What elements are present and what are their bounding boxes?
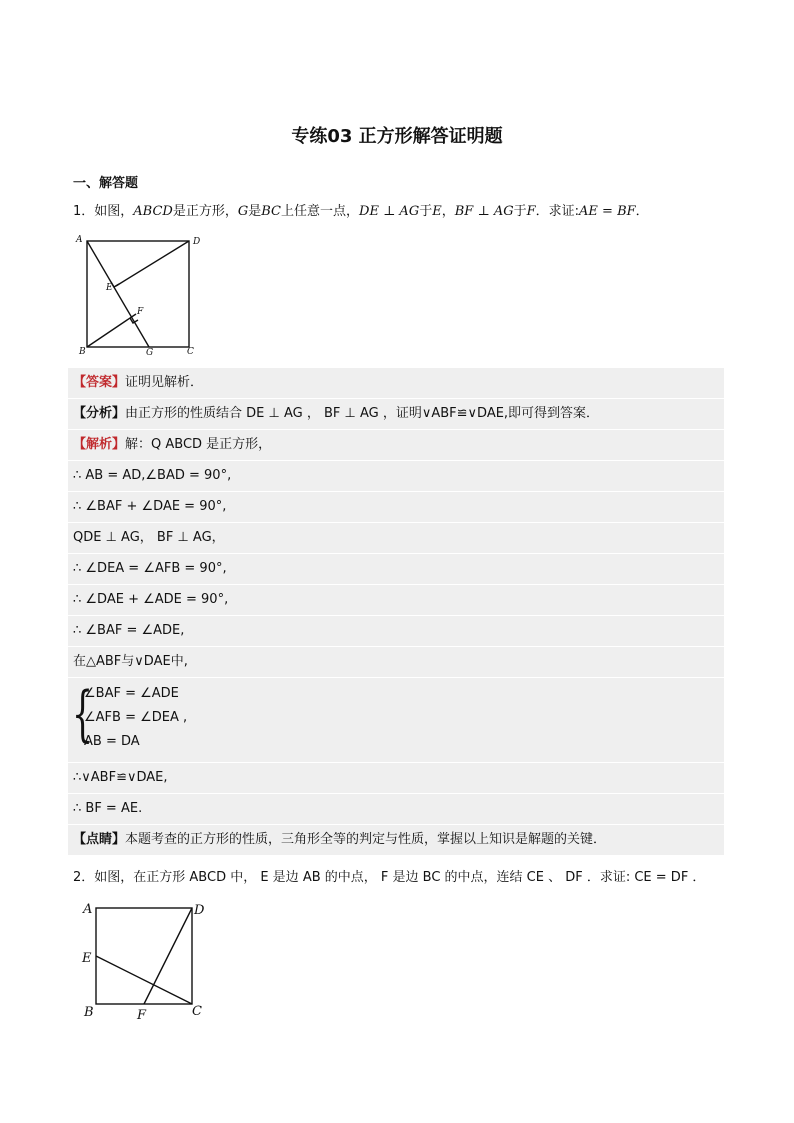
segment-ce bbox=[96, 956, 192, 1004]
step-line: QDE ⊥ AG， BF ⊥ AG， bbox=[68, 523, 724, 554]
brace-icon: { bbox=[72, 679, 94, 749]
segment-de bbox=[116, 241, 189, 286]
label-d: D bbox=[193, 237, 201, 247]
label-a: A bbox=[76, 235, 83, 245]
page-title: 专练03 正方形解答证明题 bbox=[291, 126, 503, 147]
step-line: ∴ ∠DEA = ∠AFB = 90°, bbox=[68, 554, 724, 585]
step-line: ∴∨ABF≌∨DAE, bbox=[68, 763, 724, 794]
label-f: F bbox=[137, 1008, 147, 1023]
segment-bf bbox=[87, 314, 136, 347]
label-g: G bbox=[146, 348, 154, 358]
label-c: C bbox=[187, 347, 194, 357]
question-2-text: 2．如图，在正方形 ABCD 中， E 是边 AB 的中点， F 是边 BC 的中点，连结 CE 、 DF ．求证: CE = DF ． bbox=[73, 870, 706, 885]
label-a: A bbox=[83, 902, 93, 917]
label-b: B bbox=[84, 1005, 94, 1020]
explain-line: 【解析】解：Q ABCD 是正方形， bbox=[68, 430, 724, 461]
system-row: AB = DA bbox=[84, 734, 140, 749]
question-1-text: 1．如图，ABCD是正方形，G是BC上任意一点，DE ⊥ AG于E，BF ⊥ AG于F．求证:AE = BF． bbox=[73, 204, 649, 219]
system-row: ∠AFB = ∠DEA , bbox=[84, 710, 188, 725]
analysis-line: 【分析】由正方形的性质结合 DE ⊥ AG ， BF ⊥ AG ，证明∨ABF≌∨DAE,即可得到答案． bbox=[68, 399, 724, 430]
label-b: B bbox=[79, 347, 86, 357]
step-line: 在△ABF与∨DAE中, bbox=[68, 647, 724, 678]
step-line: ∴ ∠BAF = ∠ADE, bbox=[68, 616, 724, 647]
step-line: ∴ ∠BAF + ∠DAE = 90°, bbox=[68, 492, 724, 523]
label-d: D bbox=[194, 903, 205, 918]
label-e: E bbox=[106, 283, 113, 293]
square-abcd bbox=[87, 241, 189, 347]
step-line: ∴ ∠DAE + ∠ADE = 90°, bbox=[68, 585, 724, 616]
comment-line: 【点睛】本题考查的正方形的性质，三角形全等的判定与性质，掌握以上知识是解题的关键． bbox=[68, 825, 724, 856]
step-line: ∴ BF = AE. bbox=[68, 794, 724, 825]
equation-system bbox=[68, 678, 724, 763]
section-heading: 一、解答题 bbox=[73, 176, 139, 191]
square-abcd bbox=[96, 908, 192, 1004]
solution-block bbox=[68, 368, 724, 856]
system-row: ∠BAF = ∠ADE bbox=[84, 686, 179, 701]
segment-ag bbox=[87, 241, 149, 347]
label-c: C bbox=[192, 1004, 202, 1019]
answer-line: 【答案】证明见解析． bbox=[68, 368, 724, 399]
figure-1-square bbox=[70, 228, 210, 358]
label-e: E bbox=[82, 951, 92, 966]
step-line: ∴ AB = AD,∠BAD = 90°, bbox=[68, 461, 724, 492]
figure-2-square bbox=[76, 896, 216, 1026]
segment-df bbox=[144, 908, 192, 1004]
label-f: F bbox=[137, 307, 144, 317]
